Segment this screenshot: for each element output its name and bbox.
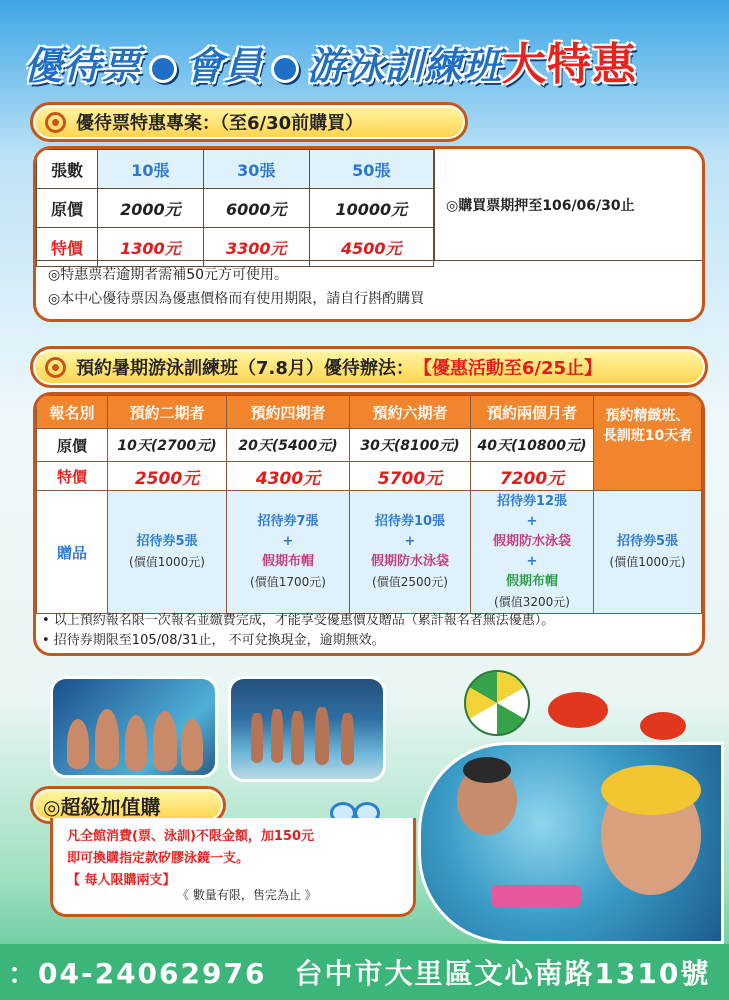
gift-value: (價值3200元) <box>494 595 570 609</box>
divider <box>434 149 435 260</box>
note-line: • 以上預約報名限一次報名並繳費完成，才能享受優惠價及贈品（累計報名者無法優惠）。 <box>42 613 555 628</box>
gift-line: 招待券10張 <box>374 514 446 529</box>
section1-notes <box>38 263 698 311</box>
gift-line: 招待券5張 <box>136 534 198 549</box>
swimmer-figure <box>125 715 147 771</box>
divider <box>36 260 702 261</box>
gift-cell <box>471 491 594 614</box>
gift-line: 假期防水泳袋 <box>492 534 571 549</box>
title-dot-icon <box>149 55 177 83</box>
section2-notes <box>42 611 554 651</box>
swimmer-figure <box>251 713 263 763</box>
beach-ball-icon <box>464 670 530 736</box>
table-row <box>37 189 434 228</box>
footer-bar <box>0 944 729 1000</box>
table-cell: 2000元 <box>98 189 204 228</box>
table-cell: 50張 <box>309 150 433 189</box>
gift-value: (價值1000元) <box>129 555 205 569</box>
swimmer-figure <box>95 709 119 769</box>
address: 台中市大里區文心南路1310號 <box>294 957 711 990</box>
gift-cell <box>350 491 471 614</box>
purchase-limit: 【 每人限購兩支】 <box>67 873 176 888</box>
purchase-deadline-note: ◎購買票期押至106/06/30止 <box>446 198 635 214</box>
gift-line: 假期布帽 <box>505 574 558 589</box>
gift-line: 招待券7張 <box>257 514 319 529</box>
swim-cap <box>601 765 701 815</box>
row-label: 特價 <box>37 462 108 491</box>
table-row <box>37 491 702 614</box>
section2-heading <box>30 346 708 388</box>
class-photo <box>228 676 386 782</box>
table-cell: 40天(10800元) <box>471 429 594 462</box>
gift-value: (價值1700元) <box>250 575 326 589</box>
gift-cell <box>594 491 702 614</box>
row-label: 原價 <box>37 189 98 228</box>
offer-line: 即可換購指定款矽膠泳鏡一支。 <box>67 851 250 866</box>
table-cell: 10天(2700元) <box>108 429 227 462</box>
gift-value: (價值2500元) <box>372 575 448 589</box>
row-label: 張數 <box>37 150 98 189</box>
gift-cell <box>108 491 227 614</box>
swim-cap <box>463 757 511 783</box>
note-line: • 招待券期限至105/08/31止， 不可兌換現金，逾期無效。 <box>42 633 385 648</box>
gift-cell <box>227 491 350 614</box>
section3-panel <box>50 818 416 917</box>
column-header: 預約二期者 <box>108 396 227 429</box>
team-photo <box>50 676 218 778</box>
gift-value: (價值1000元) <box>609 555 686 569</box>
note-line: ◎特惠票若逾期者需補50元方可使用。 <box>48 267 289 283</box>
table-cell: 10張 <box>98 150 204 189</box>
row-label: 報名別 <box>37 396 108 429</box>
row-label: 原價 <box>37 429 108 462</box>
section1-heading-text: 優待票特惠專案：（至6/30前購買） <box>76 113 364 134</box>
column-header: 預約四期者 <box>227 396 350 429</box>
table-cell: 20天(5400元) <box>227 429 350 462</box>
table-cell: 1300元 <box>98 228 204 267</box>
swimmer-figure <box>67 719 89 769</box>
table-cell: 7200元 <box>471 462 594 491</box>
swimmer-figure <box>291 711 304 765</box>
row-label: 特價 <box>37 228 98 267</box>
offer-line: 凡全館消費(票、泳訓)不限金額，加150元 <box>67 829 315 844</box>
table-cell: 4300元 <box>227 462 350 491</box>
ticket-price-table <box>36 149 434 267</box>
title-part-1: 優待票 <box>24 44 142 88</box>
swimmer-figure <box>341 713 354 765</box>
kickboard <box>491 885 581 907</box>
bullet-ring-icon <box>45 112 66 133</box>
table-cell: 10000元 <box>309 189 433 228</box>
title-dot-icon <box>271 55 299 83</box>
table-cell: 2500元 <box>108 462 227 491</box>
column-header-extra: 預約精緻班、長訓班10天者 <box>594 396 702 491</box>
gift-line: 招待券5張 <box>616 534 679 549</box>
table-cell: 30張 <box>203 150 309 189</box>
table-cell: 3300元 <box>203 228 309 267</box>
swimmer-figure <box>271 709 283 763</box>
swimmer-figure <box>181 719 203 771</box>
gift-line: + <box>282 534 294 549</box>
pool-photo <box>418 742 724 944</box>
section1-heading <box>30 102 468 142</box>
table-cell: 30天(8100元) <box>350 429 471 462</box>
swimmer-figure <box>315 707 329 765</box>
table-cell: 5700元 <box>350 462 471 491</box>
title-part-2: 會員 <box>185 44 264 88</box>
bullet-ring-icon <box>45 357 66 378</box>
crab-icon <box>640 712 686 740</box>
gift-line: + <box>526 514 538 529</box>
phone-number: ：04-24062976 <box>8 957 267 990</box>
title-part-3: 游泳訓練班 <box>307 44 503 88</box>
note-line: ◎本中心優待票因為優惠價格而有使用期限，請自行斟酌購買 <box>48 291 425 307</box>
table-cell: 4500元 <box>309 228 433 267</box>
limited-quantity-note: 《 數量有限，售完為止 》 <box>177 888 317 902</box>
section1-panel <box>33 146 705 322</box>
gift-line: 假期防水泳袋 <box>370 554 449 569</box>
column-header: 預約六期者 <box>350 396 471 429</box>
page-title <box>24 28 714 88</box>
table-cell: 6000元 <box>203 189 309 228</box>
section2-heading-highlight: 【優惠活動至6/25止】 <box>413 358 603 379</box>
section3-heading-text: ◎超級加值購 <box>43 794 161 819</box>
table-row <box>37 396 702 429</box>
section2-heading-text: 預約暑期游泳訓練班（7.8月）優待辦法： <box>76 358 414 379</box>
crab-icon <box>548 692 608 728</box>
section2-panel <box>33 392 705 656</box>
swimmer-figure <box>153 711 177 771</box>
row-label: 贈品 <box>37 491 108 614</box>
gift-line: + <box>526 554 538 569</box>
training-class-table <box>36 395 702 614</box>
table-row <box>37 150 434 189</box>
title-highlight: 大特惠 <box>502 39 638 90</box>
gift-line: 假期布帽 <box>261 554 314 569</box>
gift-line: 招待券12張 <box>496 494 568 509</box>
column-header: 預約兩個月者 <box>471 396 594 429</box>
section3-text <box>67 826 314 892</box>
gift-line: + <box>404 534 416 549</box>
